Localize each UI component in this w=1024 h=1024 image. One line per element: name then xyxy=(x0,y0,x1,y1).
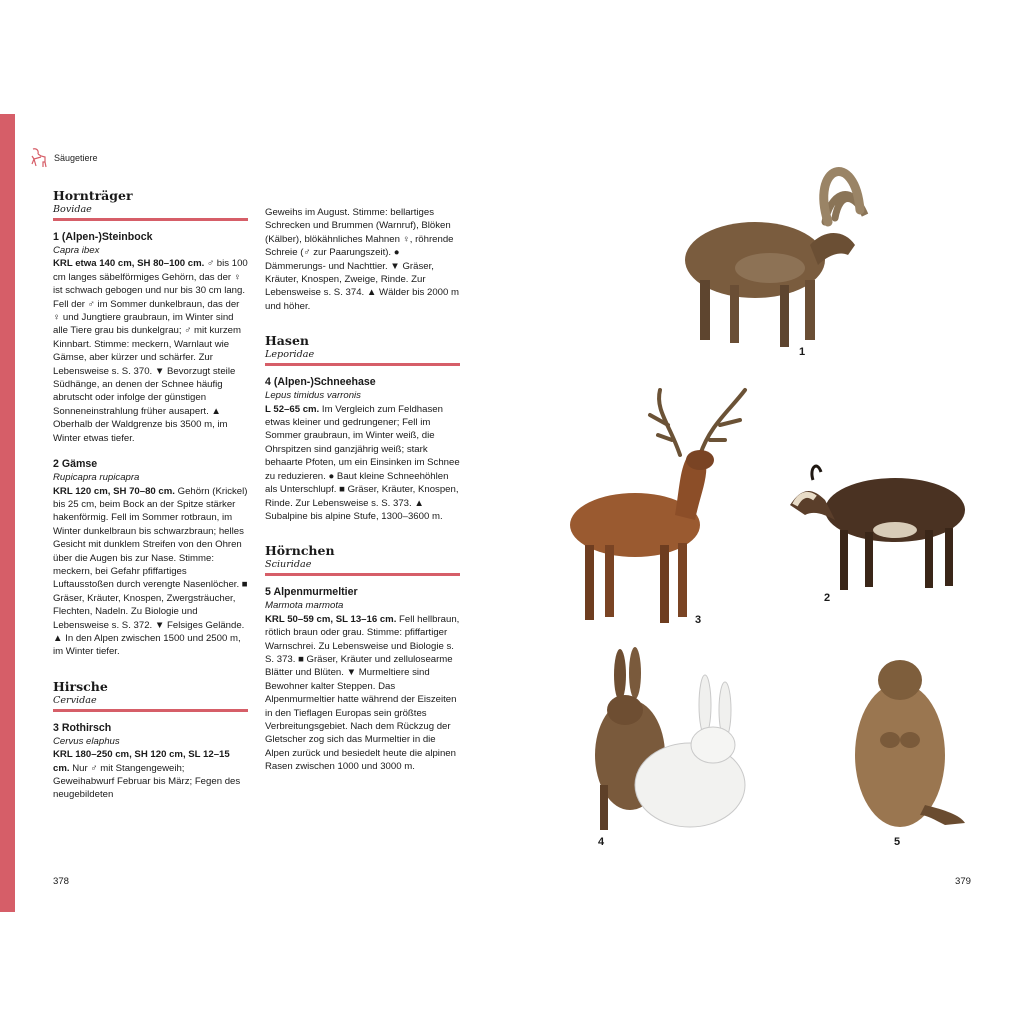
species-description xyxy=(53,257,248,445)
figure-number: 4 xyxy=(598,836,605,848)
page-number-right: 379 xyxy=(955,876,972,887)
species-body: Nur ♂ mit Stangengeweih; Geweihabwurf Februar bis März; Fegen des neugebildeten xyxy=(53,762,241,801)
species-body: ♂ bis 100 cm langes säbelförmiges Gehörn, das der ♀ ist schwach gebogen und nur bis 30 cm lang. Fell der ♂ im Sommer dunkelbraun, das der ♀ und Jungtiere graubraun, im Winter sind alle Tiere grau bis dunkelgrau; ♂ mit kurzem Kinnbart. Stimme: meckern, Warnlaut wie Gämse, aber kürzer und schärfer. Zur Lebensweise s. S. 370. ▼ Bevorzugt steile Südhänge, an denen der Schnee häufig abrutscht oder infolge der günstigen Sonneneinstrahlung früher ausapert. ▲ Oberhalb der Waldgrenze bis 3500 m, im Winter etwas tiefer. xyxy=(53,258,248,444)
ibex-illustration xyxy=(660,150,870,360)
family-rule xyxy=(53,709,248,712)
species-description xyxy=(265,613,460,774)
chapter-color-bar xyxy=(0,114,15,912)
family-latin: Bovidae xyxy=(53,204,92,215)
ibex-icon xyxy=(28,147,48,169)
species-body: Im Vergleich zum Feldhasen etwas kleiner und gedrungener; Fell im Sommer graubraun, im Winter weiß, die Ohrspitzen sind ganzjährig weiß; stark behaarte Pfoten, um ein Einsinken im Schnee zu reduzieren. ● Baut kleine Schneehöhlen als Unterschlupf. ■ Gräser, Kräuter, Knospen, Rinde. Zur Lebensweise s. S. 373. ▲ Subalpine bis alpine Stufe, 1300–3600 m. xyxy=(265,403,460,522)
figure-number: 2 xyxy=(824,592,831,604)
species-body: Fell hellbraun, rötlich braun oder grau. Stimme: pfiffartiger Warnschrei. Zu Lebensweise und Biologie s. S. 373. ■ Gräser, Kräuter und zellulosearme Blätter und Blüten. ▼ Murmeltiere sind Bewohner kalter Steppen. Das Alpenmurmeltier hatte während der Eiszeiten in den Tieflagen Europas sein größtes Verbreitungsgebiet. Nach dem Rückzug der Gletscher zog sich das Murmeltier in die Alpen zurück und besiedelt heute die alpinen Rasen zwischen 1000 und 3000 m. xyxy=(265,613,460,773)
figure-number: 1 xyxy=(799,346,806,358)
red-deer-illustration xyxy=(560,385,755,630)
family-latin: Cervidae xyxy=(53,694,97,706)
species-description-continued: Geweihs im August. Stimme: bellartiges Schrecken und Brummen (Warnruf), Blöken (Kälber), blökähnliches Mahnen ♀, röhrende Schreie (♂ zur Paarungszeit). ● Dämmerungs- und Nachttier. ▼ Gräser, Kräuter, Knospen, Zweige, Rinde. Zur Lebensweise s. S. 374. ▲ Wälder bis 2000 m und höher. xyxy=(265,207,460,312)
species-body: Gehörn (Krickel) bis 25 cm, beim Bock an der Spitze stärker hakenförmig. Fell im Sommer rotbraun, im Winter dunkelbraun bis schwarzbraun; helles Gesicht mit dunklem Streifen von den Ohren über die Augen bis zur Nase. Stimme: meckern, bei Gefahr pfiffartiges Luftausstoßen durch verengte Nasenlöcher. ■ Gräser, Kräuter, Knospen, Zwergsträucher, Flechten, Nadeln. Zu Biologie und Lebensweise s. S. 372. ▼ Felsiges Gelände. ▲ In den Alpen zwischen 1500 und 2500 m, im Winter tiefer. xyxy=(53,485,248,658)
text-column-1 xyxy=(53,188,248,802)
family-title: Hasen xyxy=(265,333,309,349)
species-measure: KRL 50–59 cm, SL 13–16 cm. xyxy=(265,613,397,625)
species-measure: KRL etwa 140 cm, SH 80–100 cm. xyxy=(53,258,205,270)
figure-number: 3 xyxy=(695,614,702,626)
species-title: 1 (Alpen-)Steinbock xyxy=(53,231,153,243)
chapter-header xyxy=(28,147,98,169)
species-measure: KRL 180–250 cm, SH 120 cm, SL 12–15 cm. xyxy=(53,749,230,774)
text-column-2 xyxy=(265,206,460,774)
species-title: 3 Rothirsch xyxy=(53,721,112,734)
family-title: Hirsche xyxy=(53,678,108,694)
chapter-label: Säugetiere xyxy=(54,153,98,163)
family-rule xyxy=(265,573,460,576)
figure-number: 5 xyxy=(894,836,901,848)
family-rule xyxy=(265,363,460,366)
species-description xyxy=(265,403,460,524)
chamois-illustration xyxy=(785,450,980,600)
species-title: 2 Gämse xyxy=(53,458,98,471)
family-latin: Sciuridae xyxy=(265,559,312,571)
family-title: Hörnchen xyxy=(265,543,335,559)
family-rule xyxy=(53,218,248,221)
species-title: 4 (Alpen-)Schneehase xyxy=(265,376,376,389)
species-latin: Cervus elaphus xyxy=(53,735,120,747)
species-description xyxy=(53,748,248,802)
species-measure: KRL 120 cm, SH 70–80 cm. xyxy=(53,485,175,497)
family-latin: Leporidae xyxy=(265,349,315,361)
species-measure: L 52–65 cm. xyxy=(265,403,320,415)
species-title: 5 Alpenmurmeltier xyxy=(265,586,358,599)
species-latin: Marmota marmota xyxy=(265,600,344,612)
marmot-illustration xyxy=(845,645,970,835)
species-latin: Lepus timidus varronis xyxy=(265,390,361,402)
species-latin: Rupicapra rupicapra xyxy=(53,472,140,484)
species-latin: Capra ibex xyxy=(53,245,100,256)
mountain-hare-illustration xyxy=(585,645,750,840)
page-number-left: 378 xyxy=(53,876,70,887)
family-title: Hornträger xyxy=(53,188,133,203)
species-description xyxy=(53,485,248,659)
